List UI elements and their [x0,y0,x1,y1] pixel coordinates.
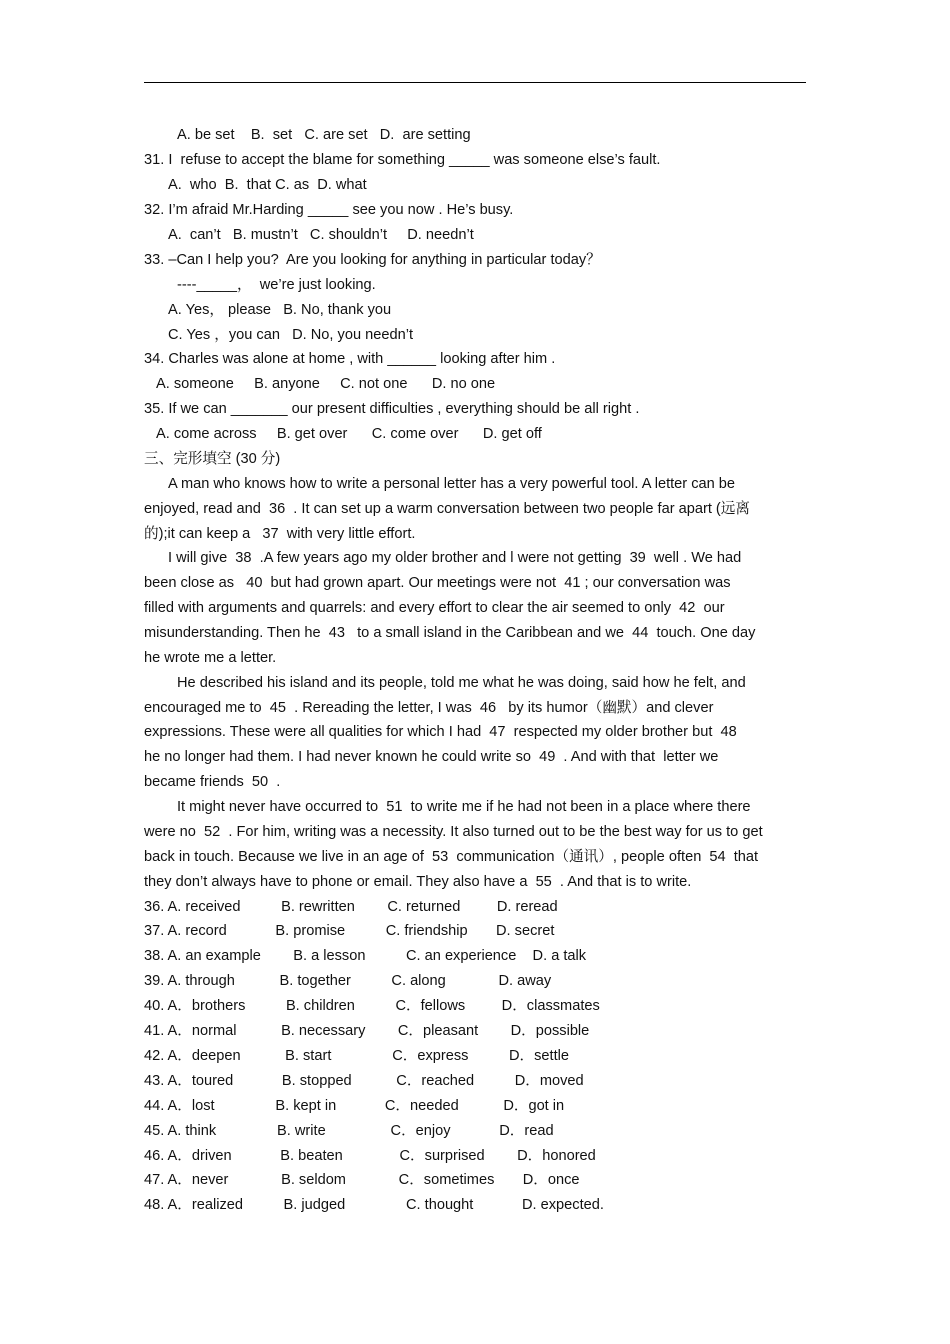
passage-line: filled with arguments and quarrels: and every effort to clear the air seemed to only 42 our [144,600,725,616]
passage-line: enjoyed, read and 36 . It can set up a warm conversation between two people far apart (远离 [144,501,750,517]
cloze-option-row: 44. A．lost B. kept in C．needed D．got in [144,1098,565,1114]
passage-line: they don’t always have to phone or email. They also have a 55 . And that is to write. [144,874,692,890]
passage-line: were no 52 . For him, writing was a necessity. It also turned out to be the best way for us to get [144,824,763,840]
cloze-option-row: 48. A．realized B. judged C. thought D. expected. [144,1197,604,1213]
q34-options: A. someone B. anyone C. not one D. no one [156,376,496,392]
cloze-option-row: 36. A. received B. rewritten C. returned D. reread [144,899,558,915]
cloze-option-row: 42. A．deepen B. start C．express D．settle [144,1048,570,1064]
passage-line: became friends 50 . [144,774,281,790]
cloze-option-row: 37. A. record B. promise C. friendship D. secret [144,923,555,939]
passage-line: he wrote me a letter. [144,650,277,666]
passage-line: I will give 38 .A few years ago my older brother and l were not getting 39 well . We had [168,550,742,566]
passage-line: misunderstanding. Then he 43 to a small island in the Caribbean and we 44 touch. One day [144,625,756,641]
passage-line: It might never have occurred to 51 to write me if he had not been in a place where there [177,799,751,815]
cloze-option-row: 43. A．toured B. stopped C．reached D．moved [144,1073,584,1089]
header-rule [144,82,806,83]
section-heading-cloze: 三、完形填空 (30 分) [144,451,281,467]
passage-line: He described his island and its people, told me what he was doing, said how he felt, and [177,675,746,691]
q33-stem: 33. –Can I help you? Are you looking for anything in particular today？ [144,252,601,268]
passage-line: expressions. These were all qualities for which I had 47 respected my older brother but 48 [144,724,737,740]
q31-stem: 31. I refuse to accept the blame for something _____ was someone else’s fault. [144,152,661,168]
q33-reply: ----_____， we’re just looking. [177,277,376,293]
cloze-option-row: 46. A．driven B. beaten C．surprised D．honored [144,1148,596,1164]
cloze-option-row: 41. A．normal B. necessary C．pleasant D．possible [144,1023,590,1039]
passage-line: 的);it can keep a 37 with very little effort. [144,526,416,542]
passage-line: he no longer had them. I had never known he could write so 49 . And with that letter we [144,749,719,765]
q31-options: A. who B. that C. as D. what [168,177,367,193]
q32-options: A. can’t B. mustn’t C. shouldn’t D. needn’t [168,227,474,243]
q30-options: A. be set B. set C. are set D. are setting [177,127,471,143]
passage-line: back in touch. Because we live in an age of 53 communication（通讯）, people often 54 that [144,849,759,865]
q35-options: A. come across B. get over C. come over D. get off [156,426,542,442]
q33-options-cd: C. Yes ，you can D. No, you needn’t [168,327,413,343]
passage-line: encouraged me to 45 . Rereading the letter, I was 46 by its humor（幽默）and clever [144,700,714,716]
passage-line: been close as 40 but had grown apart. Our meetings were not 41 ; our conversation was [144,575,731,591]
cloze-option-row: 45. A. think B. write C．enjoy D．read [144,1123,554,1139]
cloze-option-row: 39. A. through B. together C. along D. away [144,973,552,989]
cloze-option-row: 40. A．brothers B. children C．fellows D．classmates [144,998,600,1014]
cloze-option-row: 47. A．never B. seldom C．sometimes D．once [144,1172,580,1188]
q35-stem: 35. If we can _______ our present difficulties , everything should be all right . [144,401,640,417]
cloze-option-row: 38. A. an example B. a lesson C. an experience D. a talk [144,948,587,964]
q34-stem: 34. Charles was alone at home , with ______ looking after him . [144,351,556,367]
passage-line: A man who knows how to write a personal letter has a very powerful tool. A letter can be [168,476,736,492]
q32-stem: 32. I’m afraid Mr.Harding _____ see you now . He’s busy. [144,202,514,218]
q33-options-ab: A. Yes， please B. No, thank you [168,302,392,318]
